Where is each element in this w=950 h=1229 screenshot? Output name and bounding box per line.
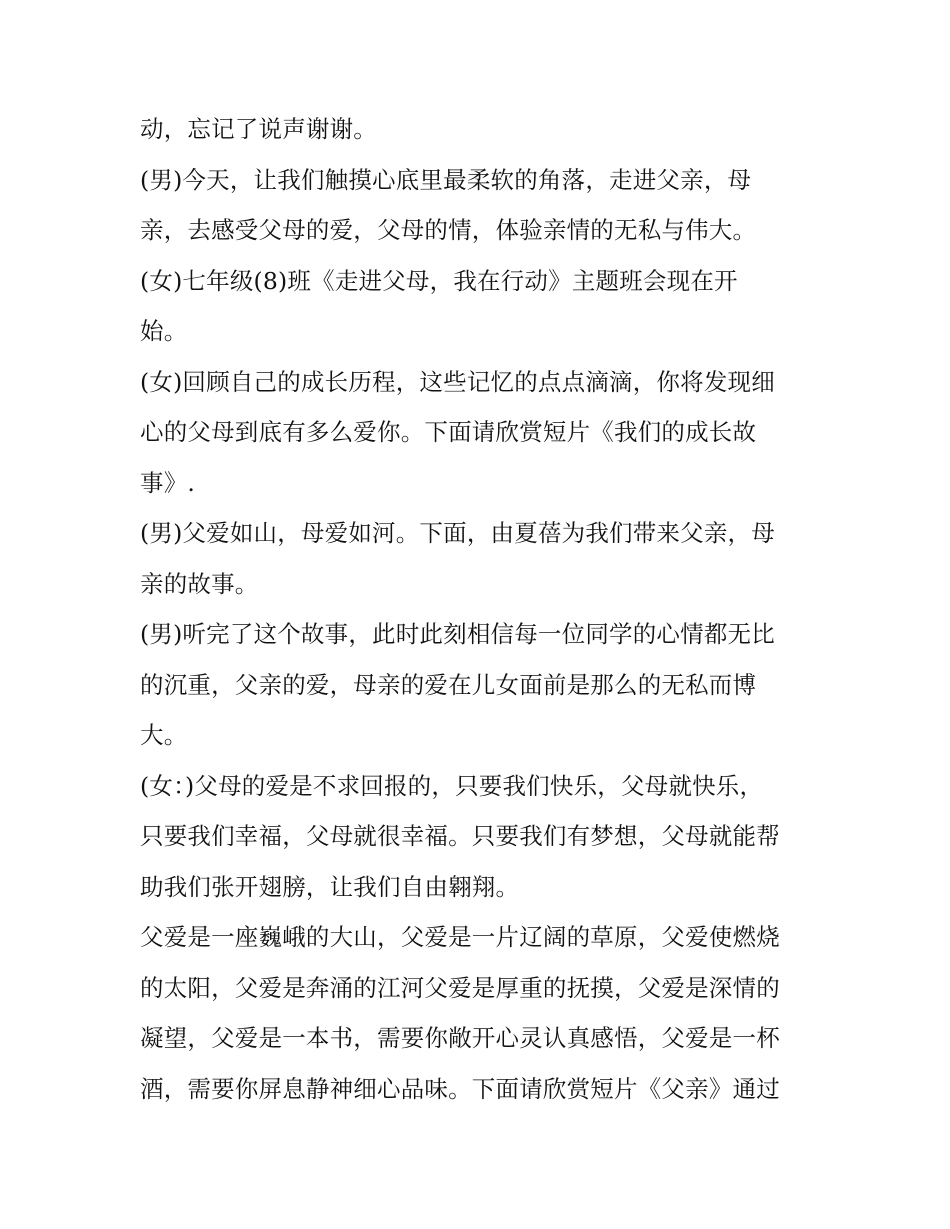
text-line: 的太阳，父爱是奔涌的江河父爱是厚重的抚摸，父爱是深情的 — [140, 973, 780, 1002]
text-line: (男)今天，让我们触摸心底里最柔软的角落，走进父亲，母 — [140, 165, 752, 194]
text-line: 的沉重，父亲的爱，母亲的爱在儿女面前是那么的无私而博 — [140, 670, 757, 699]
text-line: 父爱是一座巍峨的大山，父爱是一片辽阔的草原，父爱使燃烧 — [140, 923, 780, 951]
text-line: 亲的故事。 — [140, 569, 259, 598]
text-line: (女：)父母的爱是不求回报的，只要我们快乐，父母就快乐， — [140, 771, 764, 800]
text-line: (女)回顾自己的成长历程，这些记忆的点点滴滴，你将发现细 — [140, 367, 775, 396]
text-line: (男)父爱如山，母爱如河。下面，由夏蓓为我们带来父亲，母 — [140, 519, 775, 547]
text-line: 亲，去感受父母的爱，父母的情，体验亲情的无私与伟大。 — [140, 216, 757, 244]
text-line: 始。 — [140, 317, 188, 345]
text-line: 酒，需要你屏息静神细心品味。下面请欣赏短片《父亲》通过 — [140, 1074, 780, 1103]
text-line: (男)听完了这个故事，此时此刻相信每一位同学的心情都无比 — [140, 620, 775, 648]
text-line: 大。 — [140, 721, 188, 749]
text-line: 动，忘记了说声谢谢。 — [140, 115, 377, 143]
text-line: 助我们张开翅膀，让我们自由翱翔。 — [140, 872, 520, 901]
text-line: 心的父母到底有多么爱你。下面请欣赏短片《我们的成长故 — [140, 418, 757, 446]
text-line: (女)七年级(8)班《走进父母，我在行动》主题班会现在开 — [140, 266, 738, 295]
text-line: 凝望，父爱是一本书，需要你敞开心灵认真感悟，父爱是一杯 — [140, 1024, 780, 1052]
text-line: 事》. — [140, 468, 196, 497]
script-text-block — [140, 104, 820, 1114]
text-line: 只要我们幸福，父母就很幸福。只要我们有梦想，父母就能帮 — [140, 822, 780, 850]
